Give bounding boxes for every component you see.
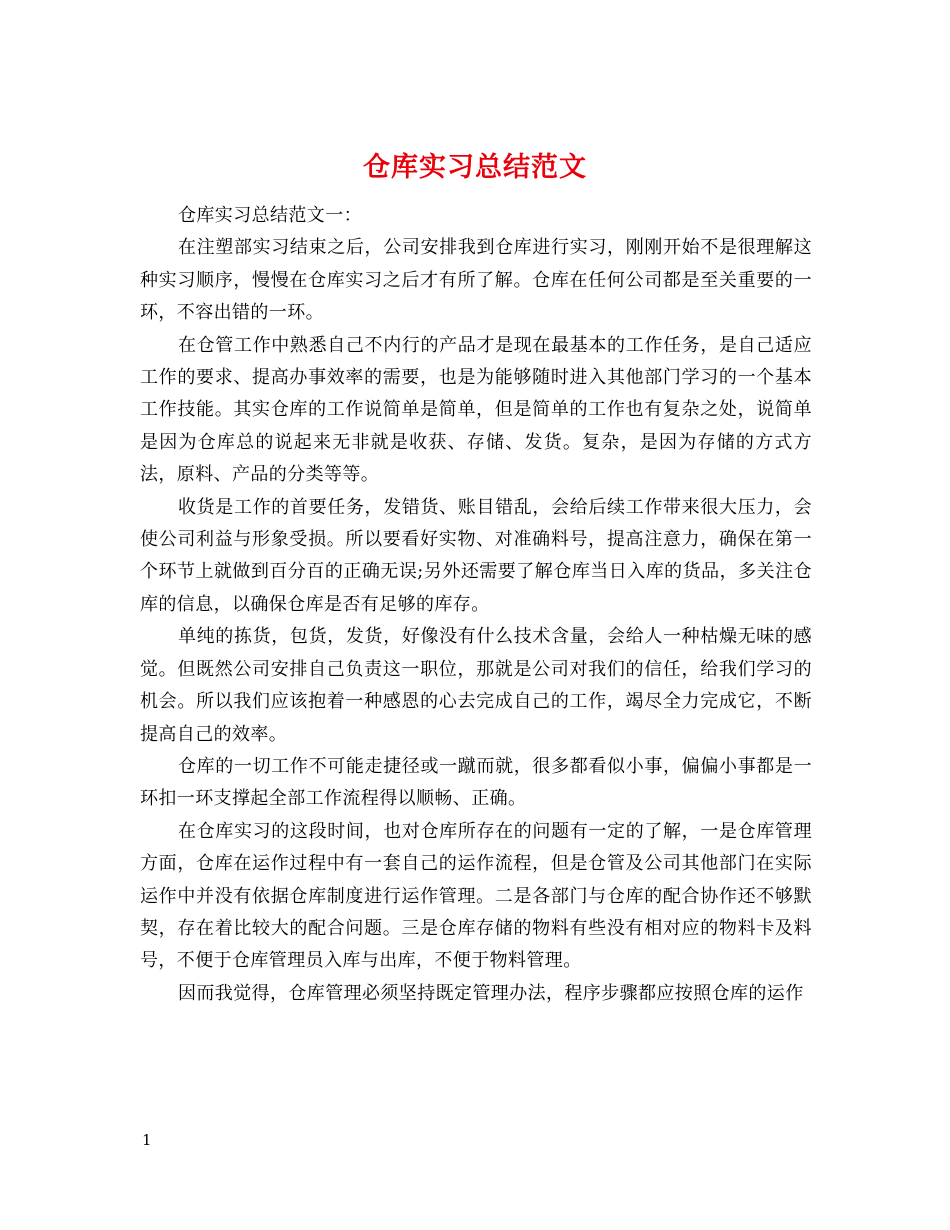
paragraph: 单纯的拣货，包货，发货，好像没有什么技术含量，会给人一种枯燥无味的感觉。但既然公司安排自己负责这一职位，那就是公司对我们的信任，给我们学习的机会。所以我们应该抱着一种感恩的心去完成自己的工作，竭尽全力完成它，不断提高自己的效率。 [140, 626, 812, 745]
paragraph: 收货是工作的首要任务，发错货、账目错乱，会给后续工作带来很大压力，会使公司利益与形象受损。所以要看好实物、对准确料号，提高注意力，确保在第一个环节上就做到百分百的正确无误;另外还需要了解仓库当日入库的货品，多关注仓库的信息，以确保仓库是否有足够的库存。 [140, 496, 812, 615]
paragraph: 在仓管工作中熟悉自己不内行的产品才是现在最基本的工作任务，是自己适应工作的要求、提高办事效率的需要，也是为能够随时进入其他部门学习的一个基本工作技能。其实仓库的工作说简单是简单，但是简单的工作也有复杂之处，说简单是因为仓库总的说起来无非就是收获、存储、发货。复杂，是因为存储的方式方法，原料、产品的分类等等。 [140, 334, 812, 486]
paragraph: 在仓库实习的这段时间，也对仓库所存在的问题有一定的了解，一是仓库管理方面，仓库在运作过程中有一套自己的运作流程，但是仓管及公司其他部门在实际运作中并没有依据仓库制度进行运作管理。二是各部门与仓库的配合协作还不够默契，存在着比较大的配合问题。三是仓库存储的物料有些没有相对应的物料卡及料号，不便于仓库管理员入库与出库，不便于物料管理。 [140, 820, 812, 972]
document-title: 仓库实习总结范文 [363, 152, 587, 184]
page-number: 1 [142, 1131, 152, 1149]
paragraph: 仓库的一切工作不可能走捷径或一蹴而就，很多都看似小事，偏偏小事都是一环扣一环支撑起全部工作流程得以顺畅、正确。 [140, 755, 812, 810]
document-body [140, 200, 812, 1010]
paragraph: 在注塑部实习结束之后，公司安排我到仓库进行实习，刚刚开始不是很理解这种实习顺序，慢慢在仓库实习之后才有所了解。仓库在任何公司都是至关重要的一环，不容出错的一环。 [140, 237, 812, 324]
paragraph: 因而我觉得，仓库管理必须坚持既定管理办法，程序步骤都应按照仓库的运作 [178, 982, 804, 1004]
paragraph-heading: 仓库实习总结范文一： [178, 205, 362, 226]
